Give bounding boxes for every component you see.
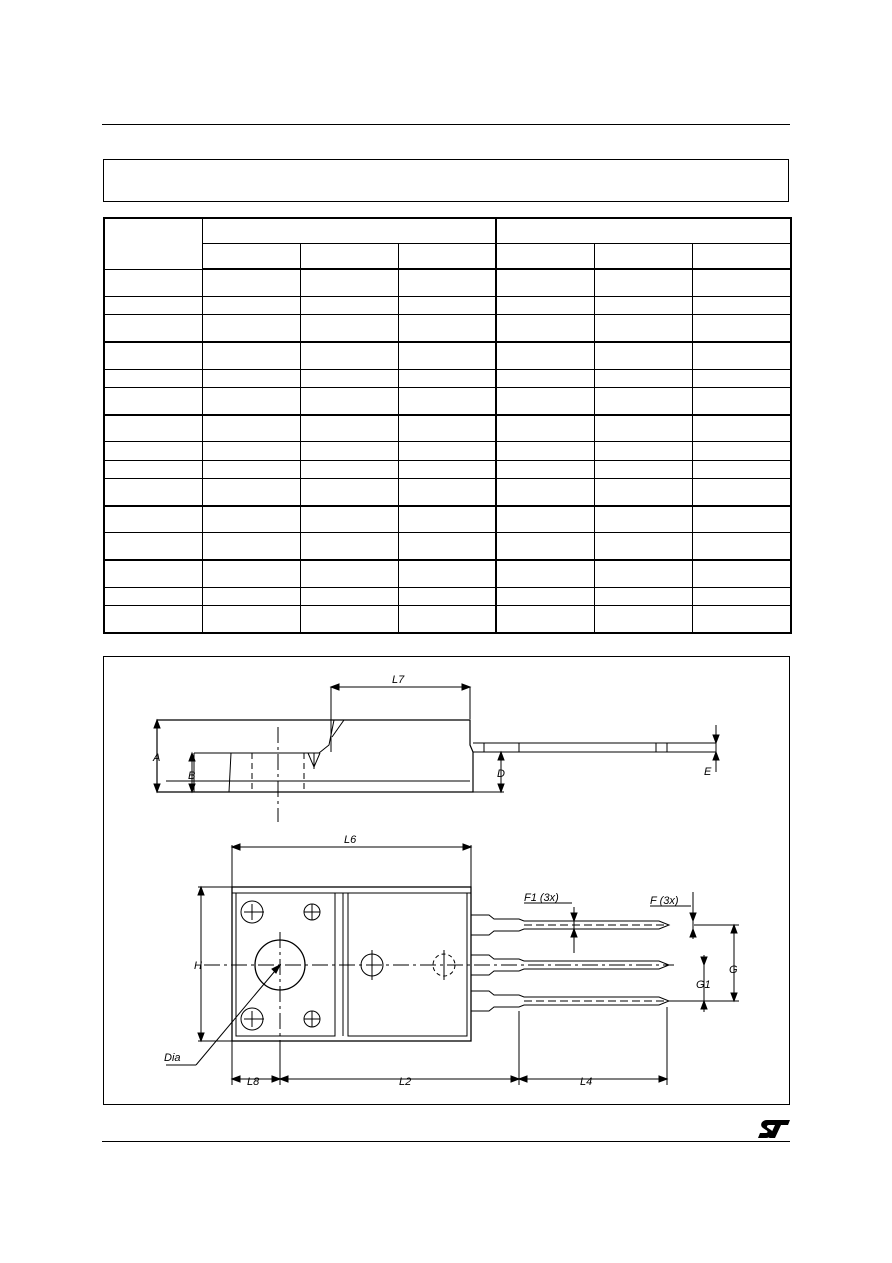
table-cell [398, 369, 496, 387]
table-row [104, 560, 791, 587]
table-cell [202, 342, 300, 369]
table-cell [692, 415, 791, 442]
table-cell [496, 506, 594, 533]
table-cell [692, 478, 791, 505]
table-row [104, 342, 791, 369]
table-cell [594, 296, 692, 314]
table-cell [594, 533, 692, 560]
table-cell [496, 442, 594, 460]
table-cell [300, 296, 398, 314]
table-cell [300, 587, 398, 605]
side-view [152, 674, 719, 822]
table-cell [496, 478, 594, 505]
table-cell [202, 606, 300, 633]
table-cell [692, 606, 791, 633]
table-cell [104, 587, 202, 605]
package-drawing [104, 657, 789, 1104]
table-cell [496, 342, 594, 369]
dim-label-e: E [704, 766, 712, 778]
table-cell [300, 533, 398, 560]
table-cell [594, 342, 692, 369]
table-row [104, 606, 791, 633]
table-cell [398, 506, 496, 533]
table-cell [594, 314, 692, 341]
dimensions-table [103, 217, 792, 634]
table-cell [692, 506, 791, 533]
table-row [104, 506, 791, 533]
table-subheader-cell [496, 244, 594, 270]
table-row [104, 269, 791, 296]
table-cell [202, 269, 300, 296]
table-cell [104, 415, 202, 442]
table-cell [202, 560, 300, 587]
table-cell [692, 387, 791, 414]
table-cell [594, 478, 692, 505]
table-cell [300, 369, 398, 387]
table-cell [300, 478, 398, 505]
table-cell [398, 442, 496, 460]
table-cell [496, 314, 594, 341]
table-cell [496, 269, 594, 296]
table-subheader-cell [300, 244, 398, 270]
table-cell [300, 606, 398, 633]
table-cell [594, 415, 692, 442]
table-cell [202, 415, 300, 442]
table-row [104, 314, 791, 341]
table-cell [692, 587, 791, 605]
table-cell [104, 606, 202, 633]
table-cell [692, 296, 791, 314]
table-header-group-mm [202, 218, 496, 244]
table-cell [496, 460, 594, 478]
table-cell [104, 560, 202, 587]
table-cell [300, 560, 398, 587]
table-cell [398, 460, 496, 478]
dim-label-l8: L8 [247, 1076, 260, 1088]
table-cell [202, 387, 300, 414]
table-cell [202, 369, 300, 387]
table-cell [300, 269, 398, 296]
table-cell [692, 460, 791, 478]
table-cell [104, 478, 202, 505]
table-cell [496, 296, 594, 314]
dim-label-b: B [188, 770, 196, 782]
table-cell [104, 314, 202, 341]
table-row [104, 415, 791, 442]
table-cell [202, 533, 300, 560]
table-cell [398, 415, 496, 442]
dim-label-g1: G1 [696, 979, 711, 991]
dim-label-l6: L6 [344, 834, 357, 846]
table-cell [300, 506, 398, 533]
table-cell [398, 587, 496, 605]
table-cell [594, 606, 692, 633]
table-cell [496, 369, 594, 387]
table-cell [300, 387, 398, 414]
table-cell [300, 460, 398, 478]
table-cell [398, 606, 496, 633]
table-cell [692, 560, 791, 587]
table-cell [202, 506, 300, 533]
dim-label-h: H [194, 960, 202, 972]
table-cell [398, 314, 496, 341]
table-cell [594, 369, 692, 387]
dim-label-d: D [497, 768, 505, 780]
table-row [104, 587, 791, 605]
table-cell [398, 387, 496, 414]
table-cell [300, 442, 398, 460]
table-cell [104, 442, 202, 460]
table-cell [594, 560, 692, 587]
table-cell [104, 506, 202, 533]
table-cell [104, 460, 202, 478]
table-cell [202, 460, 300, 478]
table-row [104, 460, 791, 478]
table-cell [398, 560, 496, 587]
table-cell [398, 478, 496, 505]
table-cell [398, 533, 496, 560]
title-box [103, 159, 789, 202]
table-cell [496, 606, 594, 633]
table-cell [692, 369, 791, 387]
table-header-group-inch [496, 218, 791, 244]
dim-label-l2: L2 [399, 1076, 412, 1088]
dim-label-a: A [153, 752, 161, 764]
table-row [104, 387, 791, 414]
table-cell [692, 314, 791, 341]
table-subheader-cell [692, 244, 791, 270]
table-cell [594, 506, 692, 533]
table-cell [300, 342, 398, 369]
footer-rule [102, 1141, 790, 1142]
table-cell [594, 587, 692, 605]
dim-label-f1: F1 (3x) [524, 892, 559, 904]
table-cell [496, 587, 594, 605]
table-cell [398, 269, 496, 296]
table-cell [496, 560, 594, 587]
table-cell [692, 442, 791, 460]
table-cell [104, 533, 202, 560]
dim-label-l4: L4 [580, 1076, 593, 1088]
dim-label-l7: L7 [392, 674, 405, 686]
table-subheader-cell [594, 244, 692, 270]
table-cell [104, 269, 202, 296]
table-cell [202, 587, 300, 605]
table-cell [104, 296, 202, 314]
table-cell [692, 533, 791, 560]
table-subheader-cell [398, 244, 496, 270]
dim-label-g: G [729, 964, 738, 976]
table-cell [496, 387, 594, 414]
table-row [104, 296, 791, 314]
st-logo-icon [757, 1118, 791, 1140]
table-row [104, 478, 791, 505]
table-cell [594, 460, 692, 478]
dim-label-f: F (3x) [650, 895, 679, 907]
table-cell [594, 387, 692, 414]
table-cell [202, 296, 300, 314]
table-subheader-row [104, 244, 791, 270]
table-cell [496, 415, 594, 442]
package-drawing-frame [103, 656, 790, 1105]
table-header-row [104, 218, 791, 244]
table-cell [202, 442, 300, 460]
table-cell [104, 387, 202, 414]
table-subheader-cell [202, 244, 300, 270]
dim-label-dia: Dia [164, 1052, 181, 1064]
table-cell [692, 342, 791, 369]
table-row [104, 369, 791, 387]
table-header-cell [104, 218, 202, 269]
table-cell [594, 442, 692, 460]
table-cell [398, 296, 496, 314]
table-row [104, 533, 791, 560]
table-cell [202, 478, 300, 505]
table-cell [398, 342, 496, 369]
table-cell [104, 342, 202, 369]
table-cell [692, 269, 791, 296]
table-cell [496, 533, 594, 560]
header-rule [102, 124, 790, 125]
table-cell [104, 369, 202, 387]
table-cell [594, 269, 692, 296]
table-cell [300, 415, 398, 442]
table-row [104, 442, 791, 460]
table-cell [300, 314, 398, 341]
table-cell [202, 314, 300, 341]
front-view [164, 834, 739, 1088]
